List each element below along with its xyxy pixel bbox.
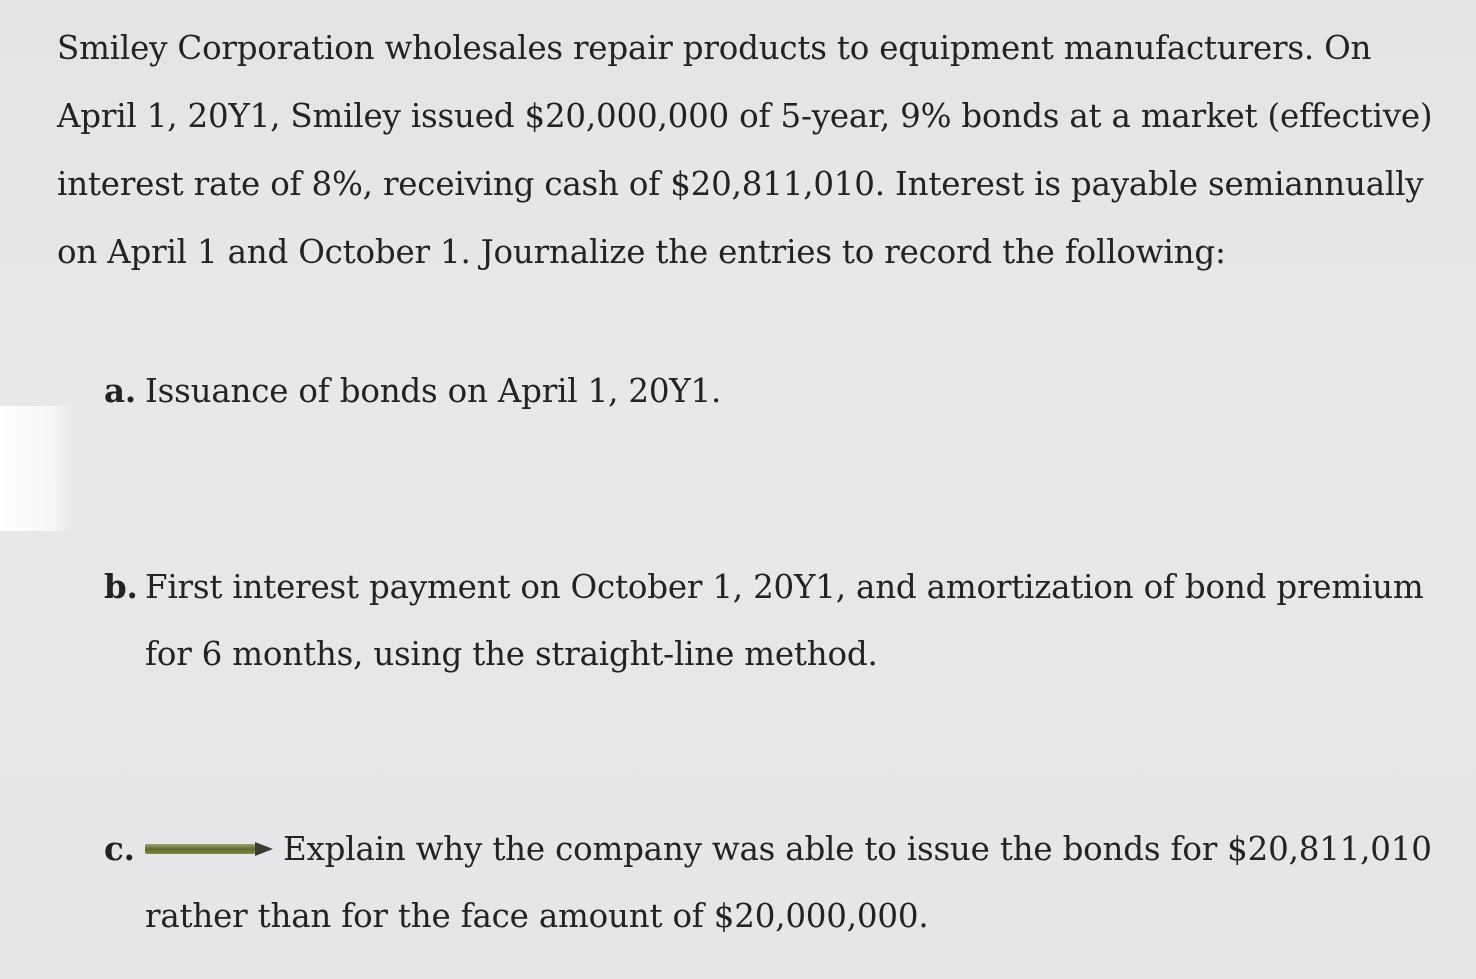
item-text: Issuance of bonds on April 1, 20Y1.	[145, 372, 722, 410]
question-item-b	[104, 553, 1434, 688]
item-text: Explain why the company was able to issue the bonds for $20,811,010	[283, 830, 1432, 868]
light-glare	[0, 406, 74, 531]
question-item-a	[104, 357, 1434, 425]
question-item-c	[104, 815, 1434, 950]
pencil-icon	[145, 842, 273, 856]
item-letter: a.	[104, 371, 136, 410]
item-letter: b.	[104, 567, 138, 606]
item-letter: c.	[104, 829, 135, 868]
item-text: First interest payment on October 1, 20Y1, and amortization of bond premium	[145, 568, 1424, 606]
item-text-continued: for 6 months, using the straight-line method.	[145, 635, 878, 673]
item-text-continued: rather than for the face amount of $20,000,000.	[145, 897, 929, 935]
problem-intro: Smiley Corporation wholesales repair products to equipment manufacturers. On April 1, 20Y1, Smiley issued $20,000,000 of 5-year, 9% bonds at a market (effective) interest rate of 8%, receiving cash of $20,811,010. Interest is payable semiannually on April 1 and October 1. Journalize the entries to record the following:	[57, 29, 1433, 271]
